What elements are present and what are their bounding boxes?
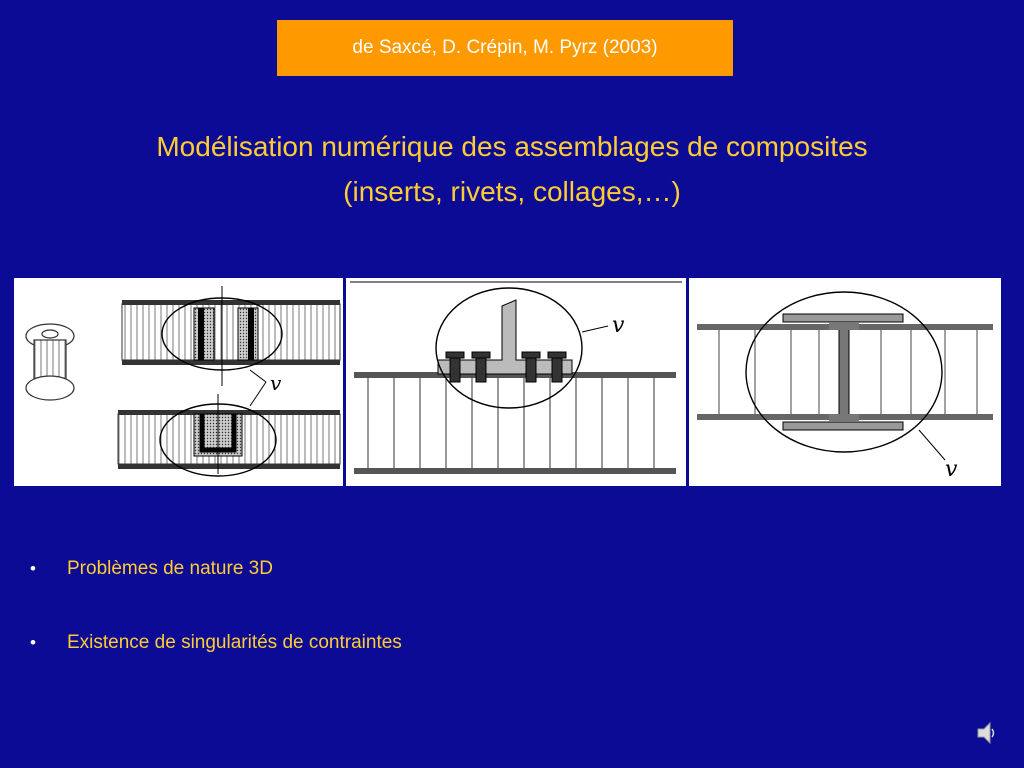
title-line-2: (inserts, rivets, collages,…) [343, 176, 681, 207]
figure-rivets [346, 278, 686, 486]
bullet-list [30, 553, 402, 701]
bullet-marker: • [30, 633, 36, 652]
bullet-marker: • [30, 559, 36, 578]
figure-inserts [14, 278, 343, 486]
bullet-item [30, 627, 402, 659]
inserts-drawing [14, 278, 343, 486]
rivets-v-label: v [612, 313, 625, 338]
title-line-1: Modélisation numérique des assemblages de composites [156, 131, 868, 162]
inserts-v-label: v [270, 371, 282, 395]
rivets-drawing [346, 278, 686, 486]
slide-title [0, 124, 1024, 214]
bullet-text: Problèmes de nature 3D [67, 558, 273, 579]
bullet-text: Existence de singularités de contraintes [67, 632, 402, 653]
bonding-drawing [689, 278, 1001, 486]
insert-object [26, 324, 74, 400]
bullet-item [30, 553, 402, 585]
speaker-icon[interactable] [976, 720, 998, 746]
citation-box [277, 20, 733, 76]
figure-bonding [689, 278, 1001, 486]
bonding-v-label: v [945, 457, 958, 482]
citation-text: de Saxcé, D. Crépin, M. Pyrz (2003) [352, 37, 658, 58]
